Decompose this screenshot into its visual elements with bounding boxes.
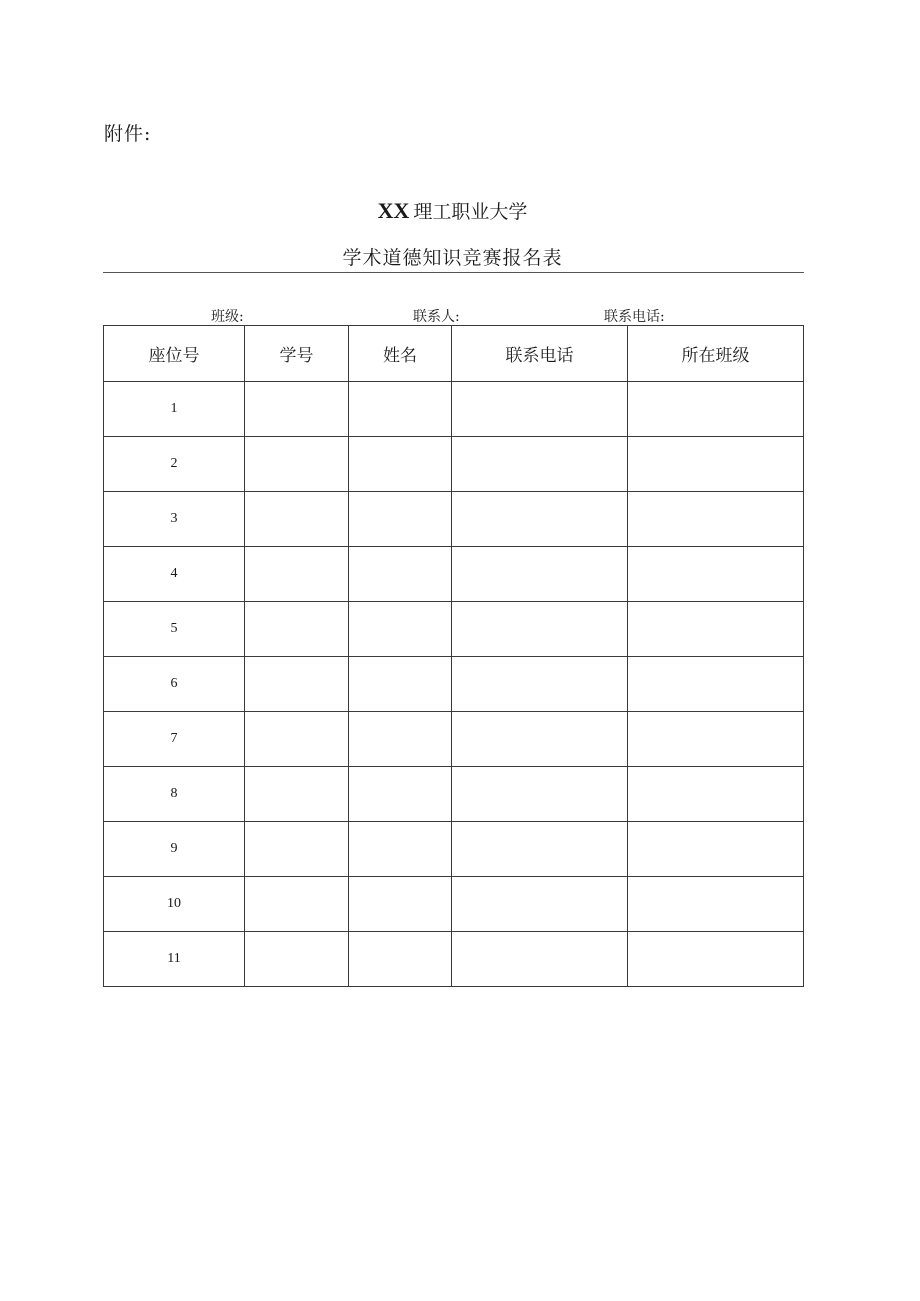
table-row xyxy=(104,382,804,437)
registration-table xyxy=(103,325,804,987)
table-row xyxy=(104,492,804,547)
table-body xyxy=(104,382,804,987)
attachment-label: 附件: xyxy=(104,123,152,145)
column-header-name: 姓名 xyxy=(349,326,452,382)
table-header-row xyxy=(104,326,804,382)
phone-cell[interactable] xyxy=(452,437,628,492)
student-id-cell[interactable] xyxy=(245,767,349,822)
name-cell[interactable] xyxy=(349,822,452,877)
class-cell[interactable] xyxy=(628,877,804,932)
column-header-student-id: 学号 xyxy=(245,326,349,382)
class-cell[interactable] xyxy=(628,382,804,437)
table-row xyxy=(104,547,804,602)
phone-cell[interactable] xyxy=(452,492,628,547)
student-id-cell[interactable] xyxy=(245,932,349,987)
name-cell[interactable] xyxy=(349,657,452,712)
name-cell[interactable] xyxy=(349,932,452,987)
seat-number-cell: 2 xyxy=(104,437,245,492)
phone-cell[interactable] xyxy=(452,382,628,437)
phone-cell[interactable] xyxy=(452,547,628,602)
student-id-cell[interactable] xyxy=(245,712,349,767)
student-id-cell[interactable] xyxy=(245,492,349,547)
seat-number-cell: 11 xyxy=(104,932,245,987)
table-row xyxy=(104,932,804,987)
column-header-phone: 联系电话 xyxy=(452,326,628,382)
class-field-label: 班级: xyxy=(211,309,244,325)
column-header-class: 所在班级 xyxy=(628,326,804,382)
class-cell[interactable] xyxy=(628,547,804,602)
phone-cell[interactable] xyxy=(452,877,628,932)
class-cell[interactable] xyxy=(628,712,804,767)
name-cell[interactable] xyxy=(349,547,452,602)
name-cell[interactable] xyxy=(349,602,452,657)
seat-number-cell: 6 xyxy=(104,657,245,712)
university-name: 理工职业大学 xyxy=(413,201,528,223)
contact-phone-field-label: 联系电话: xyxy=(604,309,665,325)
phone-cell[interactable] xyxy=(452,657,628,712)
seat-number-cell: 5 xyxy=(104,602,245,657)
table-row xyxy=(104,877,804,932)
phone-cell[interactable] xyxy=(452,767,628,822)
class-cell[interactable] xyxy=(628,822,804,877)
title-divider xyxy=(103,272,804,273)
seat-number-cell: 7 xyxy=(104,712,245,767)
name-cell[interactable] xyxy=(349,767,452,822)
name-cell[interactable] xyxy=(349,712,452,767)
table-row xyxy=(104,602,804,657)
class-cell[interactable] xyxy=(628,657,804,712)
university-title xyxy=(0,197,905,224)
column-header-seat: 座位号 xyxy=(104,326,245,382)
student-id-cell[interactable] xyxy=(245,602,349,657)
name-cell[interactable] xyxy=(349,382,452,437)
class-cell[interactable] xyxy=(628,932,804,987)
table-row xyxy=(104,767,804,822)
class-cell[interactable] xyxy=(628,437,804,492)
seat-number-cell: 3 xyxy=(104,492,245,547)
student-id-cell[interactable] xyxy=(245,822,349,877)
table-row xyxy=(104,437,804,492)
name-cell[interactable] xyxy=(349,492,452,547)
table-row xyxy=(104,712,804,767)
name-cell[interactable] xyxy=(349,437,452,492)
seat-number-cell: 4 xyxy=(104,547,245,602)
student-id-cell[interactable] xyxy=(245,877,349,932)
table-row xyxy=(104,822,804,877)
class-cell[interactable] xyxy=(628,767,804,822)
phone-cell[interactable] xyxy=(452,602,628,657)
student-id-cell[interactable] xyxy=(245,382,349,437)
form-title: 学术道德知识竞赛报名表 xyxy=(342,247,563,269)
contact-person-field-label: 联系人: xyxy=(413,309,460,325)
seat-number-cell: 8 xyxy=(104,767,245,822)
phone-cell[interactable] xyxy=(452,822,628,877)
university-prefix: XX xyxy=(377,198,410,223)
name-cell[interactable] xyxy=(349,877,452,932)
class-cell[interactable] xyxy=(628,602,804,657)
student-id-cell[interactable] xyxy=(245,437,349,492)
student-id-cell[interactable] xyxy=(245,547,349,602)
seat-number-cell: 1 xyxy=(104,382,245,437)
seat-number-cell: 9 xyxy=(104,822,245,877)
table-row xyxy=(104,657,804,712)
phone-cell[interactable] xyxy=(452,932,628,987)
phone-cell[interactable] xyxy=(452,712,628,767)
class-cell[interactable] xyxy=(628,492,804,547)
student-id-cell[interactable] xyxy=(245,657,349,712)
seat-number-cell: 10 xyxy=(104,877,245,932)
